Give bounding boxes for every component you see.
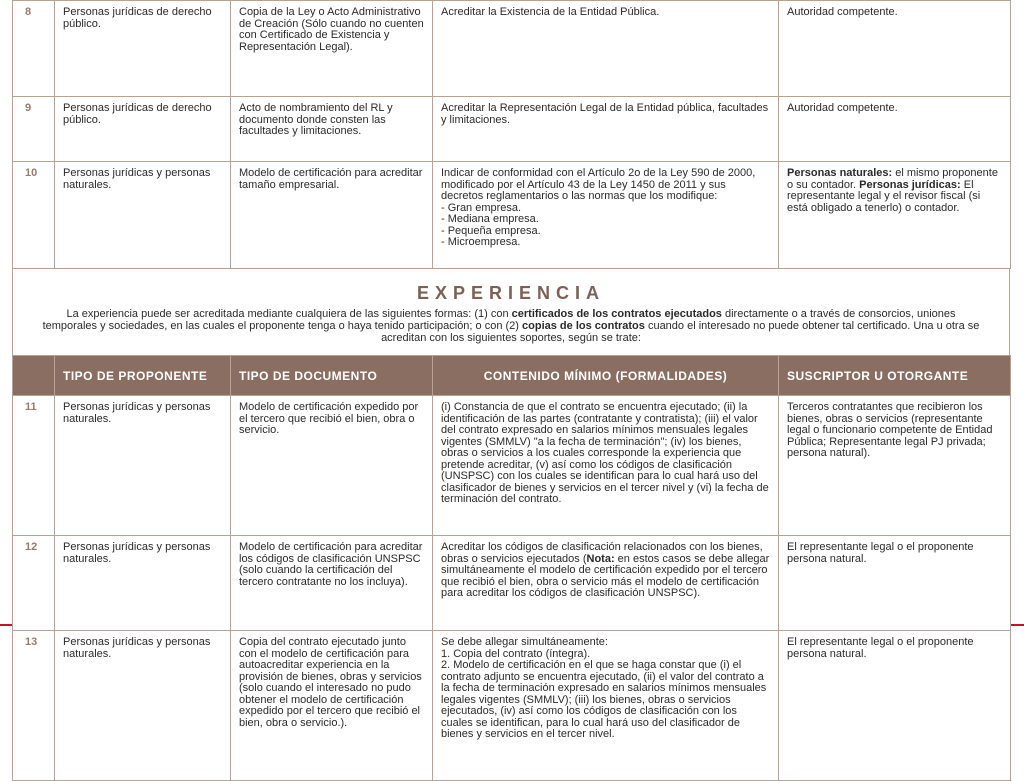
- contenido-text: Acreditar los códigos de clasificación relacionados con los bienes, obras o servicios ejecutados (: [441, 541, 763, 565]
- row-number: 11: [13, 396, 55, 536]
- suscriptor-text: El representante legal o el proponente persona natural.: [787, 636, 974, 660]
- suscriptor-text: el mismo proponente o su contador.: [787, 167, 998, 191]
- contenido-cell: [433, 97, 779, 162]
- table-row: [13, 631, 1011, 781]
- requirements-table-bottom: [12, 355, 1011, 781]
- suscriptor-cell: [779, 162, 1011, 269]
- row-number: 9: [13, 97, 55, 162]
- contenido-cell: [433, 631, 779, 781]
- suscriptor-cell: [779, 1, 1011, 97]
- table-row: [13, 97, 1011, 162]
- header-contenido: CONTENIDO MÍNIMO (FORMALIDADES): [433, 356, 779, 396]
- suscriptor-cell: [779, 396, 1011, 536]
- header-documento: TIPO DE DOCUMENTO: [231, 356, 433, 396]
- section-title: EXPERIENCIA: [416, 283, 606, 303]
- list-item: - Microempresa.: [441, 236, 521, 248]
- row-number: 12: [13, 536, 55, 631]
- list-item: - Gran empresa.: [441, 201, 522, 214]
- header-spacer: [13, 356, 55, 396]
- suscriptor-cell: [779, 631, 1011, 781]
- list-item: 2. Modelo de certificación en el que se haga constar que (i) el contrato adjunto se encuentra ejecutado, (ii) el valor del contrato a la fecha de terminación expresado en salarios mínimos mensuales legales vigentes (SMMLV); (iii) los bienes, obras o servicios ejecutados, (iv) así como los códigos de clasificación con los cuales se identifican, para lo cual hará uso del clasificador de bienes y servicios en el tercer nivel.: [441, 659, 767, 740]
- documento-cell: Modelo de certificación expedido por el tercero que recibió el bien, obra o servicio.: [231, 396, 433, 536]
- header-suscriptor: SUSCRIPTOR U OTORGANTE: [779, 356, 1011, 396]
- documento-cell: Modelo de certificación para acreditar tamaño empresarial.: [231, 162, 433, 269]
- suscriptor-text: Terceros contratantes que recibieron los bienes, obras o servicios (representante legal o funcionario competente de Entidad Pública; Representante legal PJ privada; persona natural).: [787, 401, 993, 459]
- row-number: 8: [13, 1, 55, 97]
- suscriptor-bold: Personas naturales:: [787, 167, 893, 179]
- list-item: - Pequeña empresa.: [441, 224, 541, 237]
- proponente-cell: Personas jurídicas y personas naturales.: [55, 536, 231, 631]
- intro-text: La experiencia puede ser acreditada mediante cualquiera de las siguientes formas: (1) con: [66, 308, 512, 320]
- suscriptor-text: Autoridad competente.: [787, 6, 898, 18]
- proponente-cell: Personas jurídicas y personas naturales.: [55, 631, 231, 781]
- proponente-cell: Personas jurídicas y personas naturales.: [55, 396, 231, 536]
- suscriptor-bold: Personas jurídicas:: [859, 178, 961, 191]
- contenido-text: Se debe allegar simultáneamente:: [441, 636, 608, 648]
- proponente-cell: Personas jurídicas de derecho público.: [55, 97, 231, 162]
- row-number: 10: [13, 162, 55, 269]
- suscriptor-text: El representante legal o el proponente persona natural.: [787, 541, 974, 565]
- intro-text: directamente o a través de consorcios, uniones temporales y sociedades, en las cuales el proponente tenga o haya tenido participación; o con (2): [42, 308, 956, 332]
- section-intro: [13, 304, 1009, 344]
- suscriptor-text: Autoridad competente.: [787, 102, 898, 114]
- requirements-table-top: [12, 0, 1011, 269]
- table-row: [13, 162, 1011, 269]
- intro-text: cuando el interesado no puede obtener tal certificado. Una u otra se acreditan con los siguientes soportes, según se trate:: [381, 320, 980, 344]
- document-sheet: [12, 0, 1010, 768]
- list-item: 1. Copia del contrato (íntegra).: [441, 647, 591, 660]
- intro-bold: certificados de los contratos ejecutados: [511, 308, 722, 320]
- documento-cell: Modelo de certificación para acreditar los códigos de clasificación UNSPSC (solo cuando la certificación del tercero contratante no los incluya).: [231, 536, 433, 631]
- contenido-text: Indicar de conformidad con el Artículo 2o de la Ley 590 de 2000, modificado por el Artículo 43 de la Ley 1450 de 2011 y sus decretos reglamentarios o las normas que los modifique:: [441, 167, 756, 202]
- table-row: [13, 536, 1011, 631]
- contenido-bold: Nota:: [586, 552, 615, 565]
- contenido-cell: [433, 536, 779, 631]
- contenido-cell: [433, 396, 779, 536]
- contenido-cell: [433, 162, 779, 269]
- proponente-cell: Personas jurídicas y personas naturales.: [55, 162, 231, 269]
- contenido-text: (i) Constancia de que el contrato se encuentra ejecutado; (ii) la identificación de las partes (contratante y contratista); (iii) el valor del contrato expresado en salarios mínimos mensuales legales vigentes (SMMLV) "a la fecha de terminación"; (iv) los bienes, obras o servicios a los cuales corresponde la experiencia que pretende acreditar, (v) así como los códigos de clasificación (UNSPSC) con los cuales se identifican para lo cual hará uso del clasificador de bienes y servicios en el tercer nivel y (vi) la fecha de terminación del contrato.: [441, 401, 769, 505]
- table-row: [13, 1, 1011, 97]
- suscriptor-cell: [779, 97, 1011, 162]
- suscriptor-text: El representante legal y el revisor fiscal (si está obligado a tenerlo) o contador.: [787, 178, 981, 214]
- proponente-cell: Personas jurídicas de derecho público.: [55, 1, 231, 97]
- row-number: 13: [13, 631, 55, 781]
- header-proponente: TIPO DE PROPONENTE: [55, 356, 231, 396]
- list-item: - Mediana empresa.: [441, 213, 539, 225]
- table-header-row: [13, 356, 1011, 396]
- contenido-text: en estos casos se debe allegar simultáneamente el modelo de certificación expedido por el tercero que recibió el bien, obra o servicio más el modelo de certificación para acreditar los códigos de clasificación UNSPSC).: [441, 552, 770, 599]
- experiencia-section: [12, 269, 1010, 355]
- intro-bold: copias de los contratos: [522, 320, 645, 332]
- suscriptor-cell: [779, 536, 1011, 631]
- contenido-text: Acreditar la Existencia de la Entidad Pública.: [441, 6, 660, 18]
- documento-cell: Copia del contrato ejecutado junto con el modelo de certificación para autoacreditar experiencia en la provisión de bienes, obras y servicios (solo cuando el interesado no pudo obtener el modelo de certificación expedido por el tercero que recibió el bien, obra o servicio.).: [231, 631, 433, 781]
- documento-cell: Acto de nombramiento del RL y documento donde consten las facultades y limitaciones.: [231, 97, 433, 162]
- table-row: [13, 396, 1011, 536]
- documento-cell: Copia de la Ley o Acto Administrativo de Creación (Sólo cuando no cuenten con Certificado de Existencia y Representación Legal).: [231, 1, 433, 97]
- contenido-text: Acreditar la Representación Legal de la Entidad pública, facultades y limitaciones.: [441, 102, 769, 126]
- contenido-cell: [433, 1, 779, 97]
